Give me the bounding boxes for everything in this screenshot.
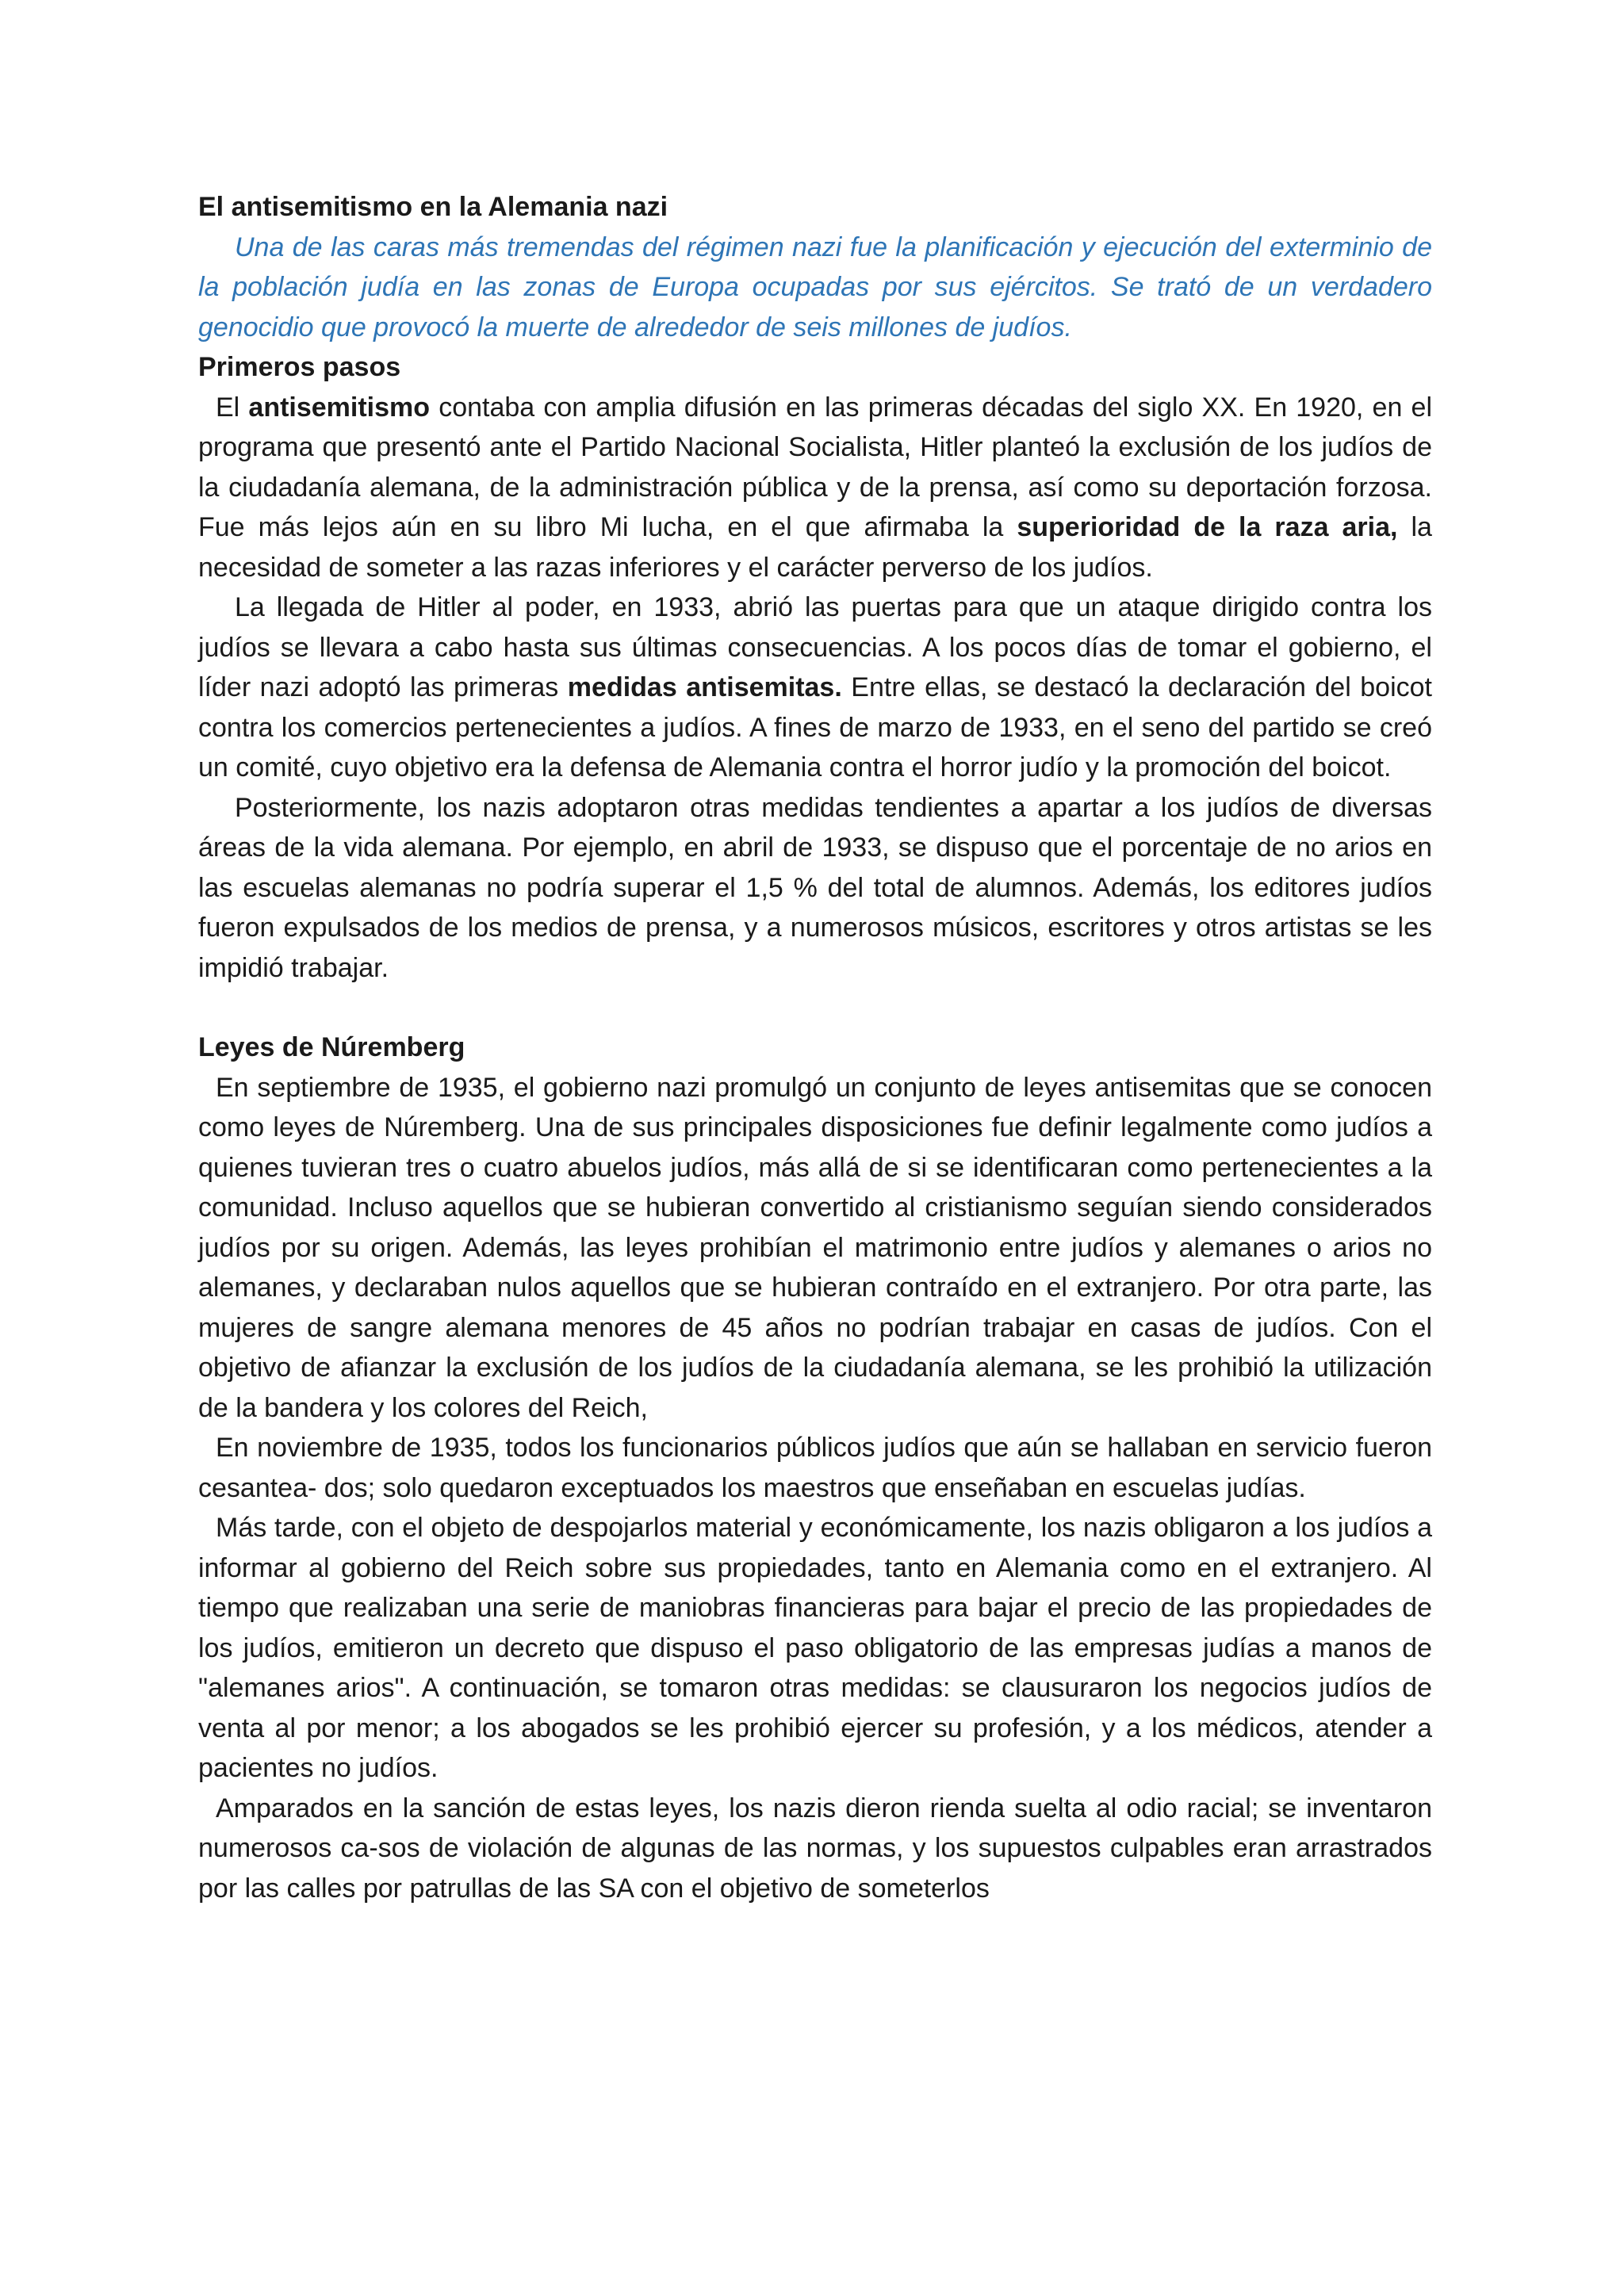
document-title: El antisemitismo en la Alemania nazi (198, 192, 668, 222)
paragraph-amparados: Amparados en la sanción de estas leyes, los nazis dieron rienda suelta al odio racial; se inventaron numerosos ca-sos de violación de algunas de las normas, y los supuestos culpables eran arrastrados por las calles por patrullas de las SA con el objetivo de someterlos (198, 1793, 1432, 1904)
text-run: contaba con amplia difusión en las primeras décadas del siglo XX. En 1920, en el programa que presentó ante el Partido Nacional Socialista, Hitler planteó la exclusión de los judíos de la ciudadanía alemana, de la administración pública y de la prensa, así como su deportación forzosa. Fue más lejos aún en su libro Mi lucha, en el que afirmaba la (198, 392, 1432, 542)
text-run: El (216, 392, 249, 423)
section-heading-nuremberg: Leyes de Núremberg (198, 1032, 465, 1062)
document-page (198, 187, 1432, 1908)
text-run: La llegada de Hitler al poder, en 1933, abrió las puertas para que un ataque dirigido contra los judíos se llevara a cabo hasta sus últimas consecuencias. A los pocos días de tomar el gobierno, el líder nazi adoptó las primeras (198, 592, 1432, 702)
text-run: Entre ellas, se destacó la declaración del boicot contra los comercios pertenecientes a judíos. A fines de marzo de 1933, en el seno del partido se creó un comité, cuyo objetivo era la defensa de Alemania contra el horror judío y la promoción del boicot. (198, 672, 1432, 783)
text-run: la necesidad de someter a las razas inferiores y el carácter perverso de los judíos. (198, 512, 1432, 583)
paragraph-mas-tarde: Más tarde, con el objeto de despojarlos material y económicamente, los nazis obligaron a los judíos a informar al gobierno del Reich sobre sus propiedades, tanto en Alemania como en el extranjero. Al tiempo que realizaban una serie de maniobras financieras para bajar el precio de las propiedades de los judíos, emitieron un decreto que dispuso el paso obligatorio de las empresas judías a manos de "alemanes arios". A continuación, se tomaron otras medidas: se clausuraron los negocios judíos de venta al por menor; a los abogados se les prohibió ejercer su profesión, y a los médicos, atender a pacientes no judíos. (198, 1513, 1432, 1783)
paragraph-leyes-1935: En septiembre de 1935, el gobierno nazi promulgó un conjunto de leyes antisemitas que se conocen como leyes de Núremberg. Una de sus principales disposiciones fue definir legalmente como judíos a quienes tuvieran tres o cuatro abuelos judíos, más allá de si se identificaran como pertenecientes a la comunidad. Incluso aquellos que se hubieran convertido al cristianismo seguían siendo considerados judíos por su origen. Además, las leyes prohibían el matrimonio entre judíos y alemanes o arios no alemanes, y declaraban nulos aquellos que se hubieran contraído en el extranjero. Por otra parte, las mujeres de sangre alemana menores de 45 años no podrían trabajar en casas de judíos. Con el objetivo de afianzar la exclusión de los judíos de la ciudadanía alemana, se les prohibió la utilización de la bandera y los colores del Reich, (198, 1072, 1432, 1423)
section-heading-primeros-pasos: Primeros pasos (198, 352, 401, 382)
intro-paragraph: Una de las caras más tremendas del régimen nazi fue la planificación y ejecución del exterminio de la población judía en las zonas de Europa ocupadas por sus ejércitos. Se trató de un verdadero genocidio que provocó la muerte de alrededor de seis millones de judíos. (198, 232, 1432, 342)
paragraph-antisemitismo (198, 388, 1432, 588)
bold-term: antisemitismo (248, 392, 431, 423)
paragraph-noviembre-1935: En noviembre de 1935, todos los funcionarios públicos judíos que aún se hallaban en servicio fueron cesantea- dos; solo quedaron exceptuados los maestros que enseñaban en escuelas judías. (198, 1433, 1432, 1503)
bold-term: medidas antisemitas. (567, 672, 842, 702)
bold-term: superioridad de la raza aria, (1017, 512, 1398, 542)
section-spacer (198, 988, 1432, 1027)
paragraph-posteriormente: Posteriormente, los nazis adoptaron otras medidas tendientes a apartar a los judíos de diversas áreas de la vida alemana. Por ejemplo, en abril de 1933, se dispuso que el porcentaje de no arios en las escuelas alemanas no podría superar el 1,5 % del total de alumnos. Además, los editores judíos fueron expulsados de los medios de prensa, y a numerosos músicos, escritores y otros artistas se les impidió trabajar. (198, 792, 1432, 983)
paragraph-llegada-hitler (198, 587, 1432, 788)
